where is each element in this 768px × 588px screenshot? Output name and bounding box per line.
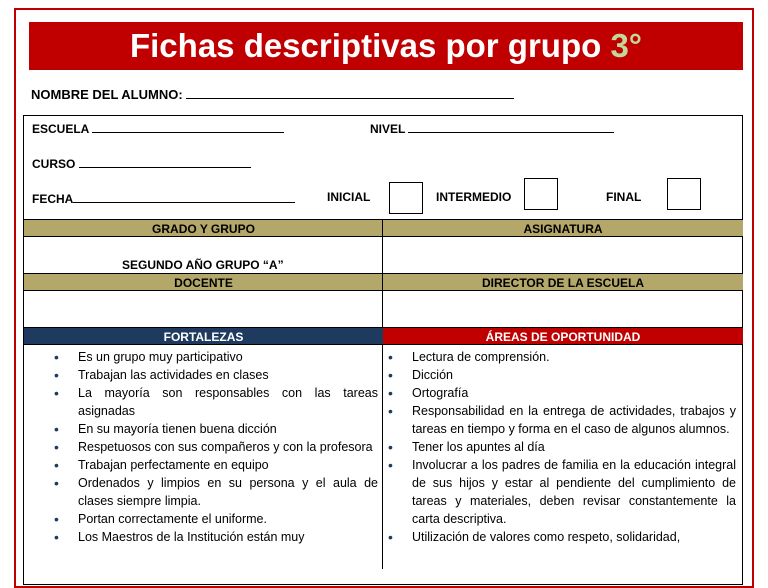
inicial-checkbox[interactable] bbox=[389, 182, 423, 214]
list-item: • Ortografía bbox=[380, 384, 736, 402]
director-header: DIRECTOR DE LA ESCUELA bbox=[383, 273, 743, 291]
form-table bbox=[23, 115, 743, 585]
curso-field[interactable] bbox=[32, 155, 251, 171]
list-item: • Respetuosos con sus compañeros y con la profesora bbox=[46, 438, 378, 456]
list-item: • Ordenados y limpios en su persona y el aula de clases siempre limpia. bbox=[46, 474, 378, 510]
list-item: • Portan correctamente el uniforme. bbox=[46, 510, 378, 528]
list-item: • Involucrar a los padres de familia en la educación integral de sus hijos y estar al pendiente del cumplimiento de tareas y materiales, deben revisar constantemente la carta descriptiva. bbox=[380, 456, 736, 528]
nivel-label: NIVEL bbox=[370, 122, 406, 136]
fortalezas-header: FORTALEZAS bbox=[24, 327, 383, 345]
title-grade: 3° bbox=[610, 27, 642, 64]
list-item: • Tener los apuntes al día bbox=[380, 438, 736, 456]
areas-list bbox=[380, 348, 736, 546]
list-item: • Los Maestros de la Institución están muy bbox=[46, 528, 378, 546]
list-item: • Trabajan perfectamente en equipo bbox=[46, 456, 378, 474]
list-item: • Dicción bbox=[380, 366, 736, 384]
asignatura-header: ASIGNATURA bbox=[383, 219, 743, 237]
list-item: • Utilización de valores como respeto, solidaridad, bbox=[380, 528, 736, 546]
list-item: • Lectura de comprensión. bbox=[380, 348, 736, 366]
intermedio-checkbox[interactable] bbox=[524, 178, 558, 210]
escuela-label: ESCUELA bbox=[32, 122, 89, 136]
fecha-label: FECHA bbox=[32, 192, 74, 206]
list-item: • Responsabilidad en la entrega de actividades, trabajos y tareas en tiempo y forma en el caso de algunos alumnos. bbox=[380, 402, 736, 438]
final-checkbox[interactable] bbox=[667, 178, 701, 210]
grado-value: SEGUNDO AÑO GRUPO “A” bbox=[122, 258, 284, 272]
curso-label: CURSO bbox=[32, 157, 76, 171]
student-name-label: NOMBRE DEL ALUMNO: bbox=[31, 87, 183, 102]
student-name-field[interactable] bbox=[31, 86, 514, 102]
title-text: Fichas descriptivas por grupo bbox=[129, 27, 602, 64]
list-item: • La mayoría son responsables con las tareas asignadas bbox=[46, 384, 378, 420]
list-item: • En su mayoría tienen buena dicción bbox=[46, 420, 378, 438]
escuela-field[interactable] bbox=[32, 120, 284, 136]
intermedio-label: INTERMEDIO bbox=[436, 190, 512, 204]
inicial-label: INICIAL bbox=[327, 190, 371, 204]
final-label: FINAL bbox=[606, 190, 642, 204]
docente-header: DOCENTE bbox=[24, 273, 383, 291]
grado-header: GRADO Y GRUPO bbox=[24, 219, 383, 237]
areas-header: ÁREAS DE OPORTUNIDAD bbox=[383, 327, 743, 345]
list-item: • Es un grupo muy participativo bbox=[46, 348, 378, 366]
nivel-field[interactable] bbox=[370, 120, 614, 136]
fortalezas-list bbox=[46, 348, 378, 546]
list-item: • Trabajan las actividades en clases bbox=[46, 366, 378, 384]
fecha-field[interactable] bbox=[32, 190, 295, 206]
page-title bbox=[29, 22, 743, 70]
